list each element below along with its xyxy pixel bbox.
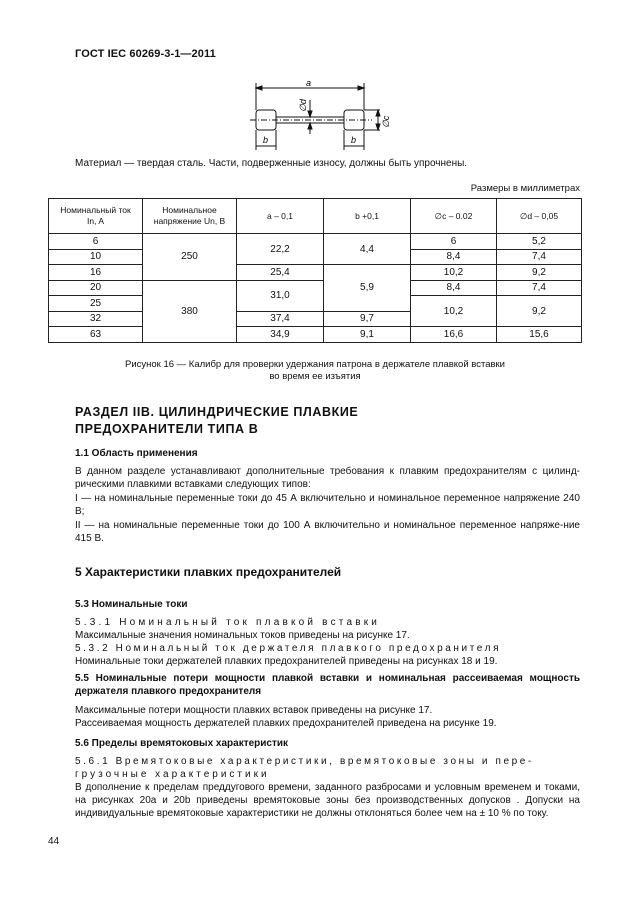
units-note: Размеры в миллиметрах <box>470 183 580 194</box>
table-row <box>49 327 582 343</box>
cell-current: 10 <box>49 249 143 265</box>
cell-d: 9,2 <box>497 265 582 281</box>
section-title-line: ПРЕДОХРАНИТЕЛИ ТИПА B <box>75 422 259 436</box>
figure-caption-line: Рисунок 16 — Калибр для проверки удержания патрона в держателе плавкой вставки <box>124 359 505 370</box>
cell-d: 9,2 <box>497 296 582 327</box>
cell-current: 6 <box>49 234 143 250</box>
cell-a: 22,2 <box>237 234 324 265</box>
dim-c-label: ∅c <box>381 115 391 128</box>
header-b: b +0,1 <box>324 199 411 234</box>
cell-b: 9,7 <box>324 311 411 327</box>
paragraph-1-1-type-i: I — на номинальные переменные токи до 45 А включительно и номинальное переменное напряжение 240 В; <box>75 493 580 517</box>
cell-voltage: 380 <box>143 280 237 342</box>
cell-b: 9,1 <box>324 327 411 343</box>
cell-current: 16 <box>49 265 143 281</box>
section-title <box>75 404 358 438</box>
cell-current: 20 <box>49 280 143 296</box>
paragraph-5-6-1: В дополнение к пределам преддугового времени, заданного разбросами и условным временем и токами, на рисунках 20a и 20b приведены времятоковые зоны без производственных допусков . Допуски на индивидуальные времятоковые характеристики не должны отклоняться более чем на ± 10 % по току. <box>75 782 580 819</box>
cell-c: 10,2 <box>411 265 497 281</box>
dim-a-label: a <box>306 78 312 88</box>
cell-a: 25,4 <box>237 265 324 281</box>
heading-5-3-2: 5.3.2 Номинальный ток держателя плавкого предохранителя <box>75 643 502 654</box>
heading-5-6: 5.6 Пределы времятоковых характеристик <box>75 738 289 749</box>
dim-b-left-label: b <box>263 135 269 145</box>
paragraph-5-5-dissipation: Рассеиваемая мощность держателей плавких предохранителей приведена на рисунке 19. <box>75 718 497 729</box>
heading-5-6-1-line1: 5.6.1 Времятоковые характеристики, времятоковые зоны и пере- <box>75 756 534 767</box>
paragraph-5-3-1: Максимальные значения номинальных токов приведены на рисунке 17. <box>75 630 410 641</box>
header-a: a – 0,1 <box>237 199 324 234</box>
cell-a: 31,0 <box>237 280 324 311</box>
gauge-drawing <box>240 78 400 154</box>
cell-c: 16,6 <box>411 327 497 343</box>
table-header-row <box>49 199 582 234</box>
cell-b: 5,9 <box>324 265 411 312</box>
heading-5: 5 Характеристики плавких предохранителей <box>75 565 342 579</box>
cell-voltage: 250 <box>143 234 237 281</box>
heading-1-1: 1.1 Область применения <box>75 448 198 459</box>
cell-c: 8,4 <box>411 249 497 265</box>
header-voltage: Номинальное напряжение Un, В <box>143 199 237 234</box>
cell-current: 63 <box>49 327 143 343</box>
cell-d: 15,6 <box>497 327 582 343</box>
cell-b: 4,4 <box>324 234 411 265</box>
paragraph-1-1-type-ii: II — на номинальные переменные токи до 100 А включительно и номинальное переменное напряже-ние 415 В. <box>75 520 580 544</box>
cell-d: 7,4 <box>497 249 582 265</box>
page-number: 44 <box>48 836 60 847</box>
paragraph-5-3-2: Номинальные токи держателей плавких предохранителей приведены на рисунках 18 и 19. <box>75 656 498 667</box>
heading-5-3: 5.3 Номинальные токи <box>75 599 188 610</box>
cell-c: 10,2 <box>411 296 497 327</box>
dim-d-label: ∅d <box>298 99 308 112</box>
header-current: Номинальный ток In, A <box>49 199 143 234</box>
paragraph-5-5-losses: Максимальные потери мощности плавких вставок приведены на рисунке 17. <box>75 705 433 716</box>
cell-d: 7,4 <box>497 280 582 296</box>
figure-caption-line: во время ее изъятия <box>269 371 361 382</box>
cell-a: 34,9 <box>237 327 324 343</box>
material-note: Материал — твердая сталь. Части, подверженные износу, должны быть упрочнены. <box>75 158 468 169</box>
standard-header: ГОСТ IEC 60269-3-1—2011 <box>75 48 216 60</box>
cell-c: 8,4 <box>411 280 497 296</box>
heading-5-5: 5.5 Номинальные потери мощности плавкой вставки и номинальная рассеиваемая мощность держателя плавкого предохранителя <box>75 673 580 697</box>
header-c: ∅c – 0.02 <box>411 199 497 234</box>
table-row <box>49 280 582 296</box>
cell-a: 37,4 <box>237 311 324 327</box>
cell-c: 6 <box>411 234 497 250</box>
table-row <box>49 265 582 281</box>
heading-5-6-1-line2: грузочные характеристики <box>75 769 270 780</box>
heading-5-3-1: 5.3.1 Номинальный ток плавкой вставки <box>75 617 381 628</box>
dimensions-table <box>48 198 582 343</box>
figure-caption <box>60 359 570 383</box>
cell-d: 5,2 <box>497 234 582 250</box>
table-row <box>49 234 582 250</box>
header-d: ∅d – 0,05 <box>497 199 582 234</box>
section-title-line: РАЗДЕЛ IIB. ЦИЛИНДРИЧЕСКИЕ ПЛАВКИЕ <box>75 405 359 419</box>
dim-b-right-label: b <box>351 135 357 145</box>
cell-current: 25 <box>49 296 143 312</box>
paragraph-1-1-intro: В данном разделе устанавливают дополнительные требования к плавким предохранителям с цилинд-рическими плавкими вставками следующих типов: <box>75 466 580 490</box>
cell-current: 32 <box>49 311 143 327</box>
